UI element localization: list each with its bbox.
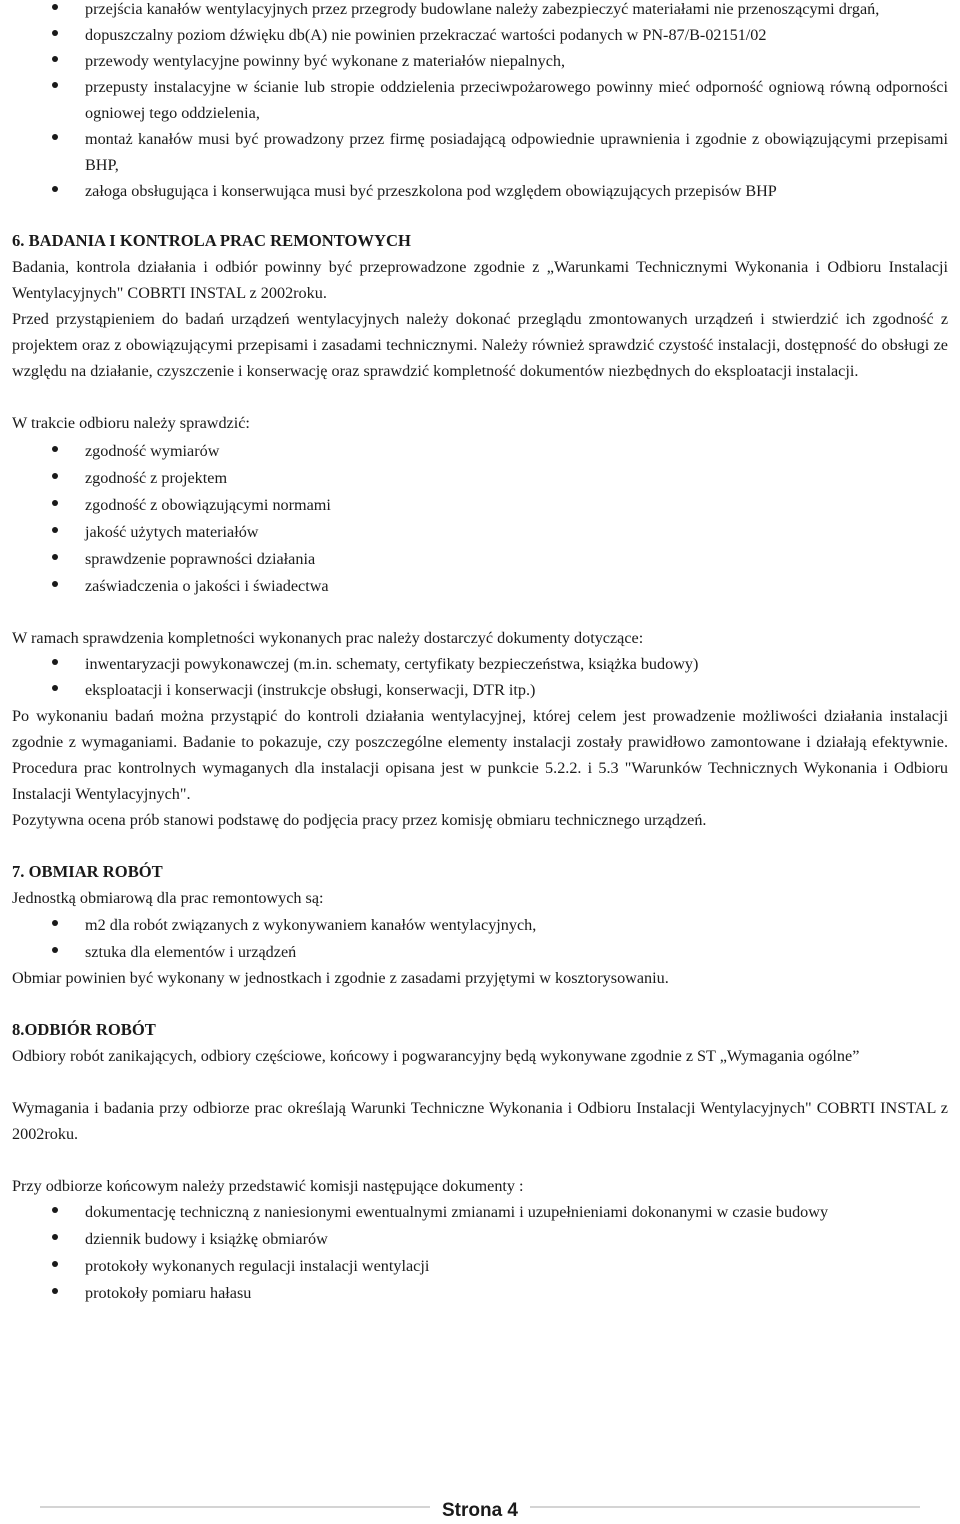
bullet-icon (52, 134, 58, 140)
list-item: sztuka dla elementów i urządzeń (12, 939, 948, 965)
list-item: jakość użytych materiałów (12, 519, 948, 545)
bullet-icon (52, 56, 58, 62)
page-number: Strona 4 (430, 1500, 530, 1521)
paragraph: Wymagania i badania przy odbiorze prac określają Warunki Techniczne Wykonania i Odbioru Instalacji Wentylacyjnych" COBRTI INSTAL z 2002roku. (12, 1099, 948, 1143)
list-item: dziennik budowy i książkę obmiarów (12, 1226, 948, 1252)
bullet-icon (52, 500, 58, 506)
bullet-icon (52, 527, 58, 533)
bullet-icon (52, 947, 58, 953)
list-item: m2 dla robót związanych z wykonywaniem kanałów wentylacyjnych, (12, 912, 948, 938)
paragraph: Przed przystąpieniem do badań urządzeń wentylacyjnych należy dokonać przeglądu zmontowanych urządzeń i stwierdzić ich zgodność z projektem oraz z obowiązującymi przepisami i zasadami technicznymi. Należy również sprawdzić czystość instalacji, dostępność do obsługi ze względu na działanie, czyszczenie i konserwację oraz sprawdzić kompletność dokumentów niezbędnych do eksploatacji instalacji. (12, 310, 948, 380)
list-item: inwentaryzacji powykonawczej (m.in. schematy, certyfikaty bezpieczeństwa, książka budowy) (12, 651, 948, 677)
bullet-icon (52, 4, 58, 10)
list-item: dopuszczalny poziom dźwięku db(A) nie powinien przekraczać wartości podanych w PN-87/B-02151/02 (12, 22, 948, 48)
bullet-icon (52, 920, 58, 926)
list-item: przejścia kanałów wentylacyjnych przez przegrody budowlane należy zabezpieczyć materiałami nie przenoszącymi drgań, (12, 0, 948, 22)
section-heading: 7. OBMIAR ROBÓT (12, 862, 163, 881)
paragraph: Pozytywna ocena prób stanowi podstawę do podjęcia pracy przez komisję obmiaru technicznego urządzeń. (12, 811, 707, 829)
list-item: przewody wentylacyjne powinny być wykonane z materiałów niepalnych, (12, 48, 948, 74)
bullet-icon (52, 446, 58, 452)
list-item: zgodność z obowiązującymi normami (12, 492, 948, 518)
list-item: zaświadczenia o jakości i świadectwa (12, 573, 948, 599)
paragraph: Przy odbiorze końcowym należy przedstawić komisji następujące dokumenty : (12, 1177, 524, 1195)
checklist (12, 438, 948, 599)
requirements-list (12, 0, 948, 204)
measurement-units-list (12, 912, 948, 965)
list-item: załoga obsługująca i konserwująca musi być przeszkolona pod względem obowiązujących przepisów BHP (12, 178, 948, 204)
paragraph: Obmiar powinien być wykonany w jednostkach i zgodnie z zasadami przyjętymi w kosztorysowaniu. (12, 969, 669, 987)
bullet-icon (52, 473, 58, 479)
bullet-icon (52, 82, 58, 88)
bullet-icon (52, 659, 58, 665)
paragraph: Po wykonaniu badań można przystąpić do kontroli działania wentylacyjnej, której celem jest prowadzenie możliwości działania instalacji zgodnie z wymaganiami. Badanie to pokazuje, czy poszczególne elementy instalacji zostały prawidłowo zamontowane i działają efektywnie. Procedura prac kontrolnych wymaganych dla instalacji opisana jest w punkcie 5.2.2. i 5.3 "Warunków Technicznych Wykonania i Odbioru Instalacji Wentylacyjnych". (12, 707, 948, 803)
list-item: protokoły pomiaru hałasu (12, 1280, 948, 1306)
bullet-icon (52, 1261, 58, 1267)
bullet-icon (52, 1288, 58, 1294)
bullet-icon (52, 685, 58, 691)
list-item: montaż kanałów musi być prowadzony przez firmę posiadającą odpowiednie uprawnienia i zgodnie z obowiązującymi przepisami BHP, (12, 126, 948, 178)
bullet-icon (52, 1207, 58, 1213)
list-item: dokumentację techniczną z naniesionymi ewentualnymi zmianami i uzupełnieniami dokonanymi w czasie budowy (12, 1199, 948, 1225)
list-item: eksploatacji i konserwacji (instrukcje obsługi, konserwacji, DTR itp.) (12, 677, 948, 703)
final-documents-list (12, 1199, 948, 1306)
paragraph: Jednostką obmiarową dla prac remontowych są: (12, 889, 324, 907)
bullet-icon (52, 554, 58, 560)
list-item: zgodność z projektem (12, 465, 948, 491)
bullet-icon (52, 581, 58, 587)
section-heading: 6. BADANIA I KONTROLA PRAC REMONTOWYCH (12, 231, 411, 250)
bullet-icon (52, 30, 58, 36)
document-page (12, 0, 948, 1306)
page-footer (0, 1496, 960, 1522)
bullet-icon (52, 1234, 58, 1240)
list-item: protokoły wykonanych regulacji instalacji wentylacji (12, 1253, 948, 1279)
paragraph: Badania, kontrola działania i odbiór powinny być przeprowadzone zgodnie z „Warunkami Technicznymi Wykonania i Odbioru Instalacji Wentylacyjnych" COBRTI INSTAL z 2002roku. (12, 258, 948, 302)
documents-list (12, 651, 948, 703)
list-item: zgodność wymiarów (12, 438, 948, 464)
paragraph: W ramach sprawdzenia kompletności wykonanych prac należy dostarczyć dokumenty dotyczące: (12, 629, 644, 647)
list-item: sprawdzenie poprawności działania (12, 546, 948, 572)
paragraph: W trakcie odbioru należy sprawdzić: (12, 414, 250, 432)
section-heading: 8.ODBIÓR ROBÓT (12, 1020, 156, 1039)
paragraph: Odbiory robót zanikających, odbiory częściowe, końcowy i pogwarancyjny będą wykonywane zgodnie z ST „Wymagania ogólne” (12, 1047, 860, 1065)
bullet-icon (52, 186, 58, 192)
list-item: przepusty instalacyjne w ścianie lub stropie oddzielenia przeciwpożarowego powinny mieć odporność ogniową równą odporności ogniowej tego oddzielenia, (12, 74, 948, 126)
